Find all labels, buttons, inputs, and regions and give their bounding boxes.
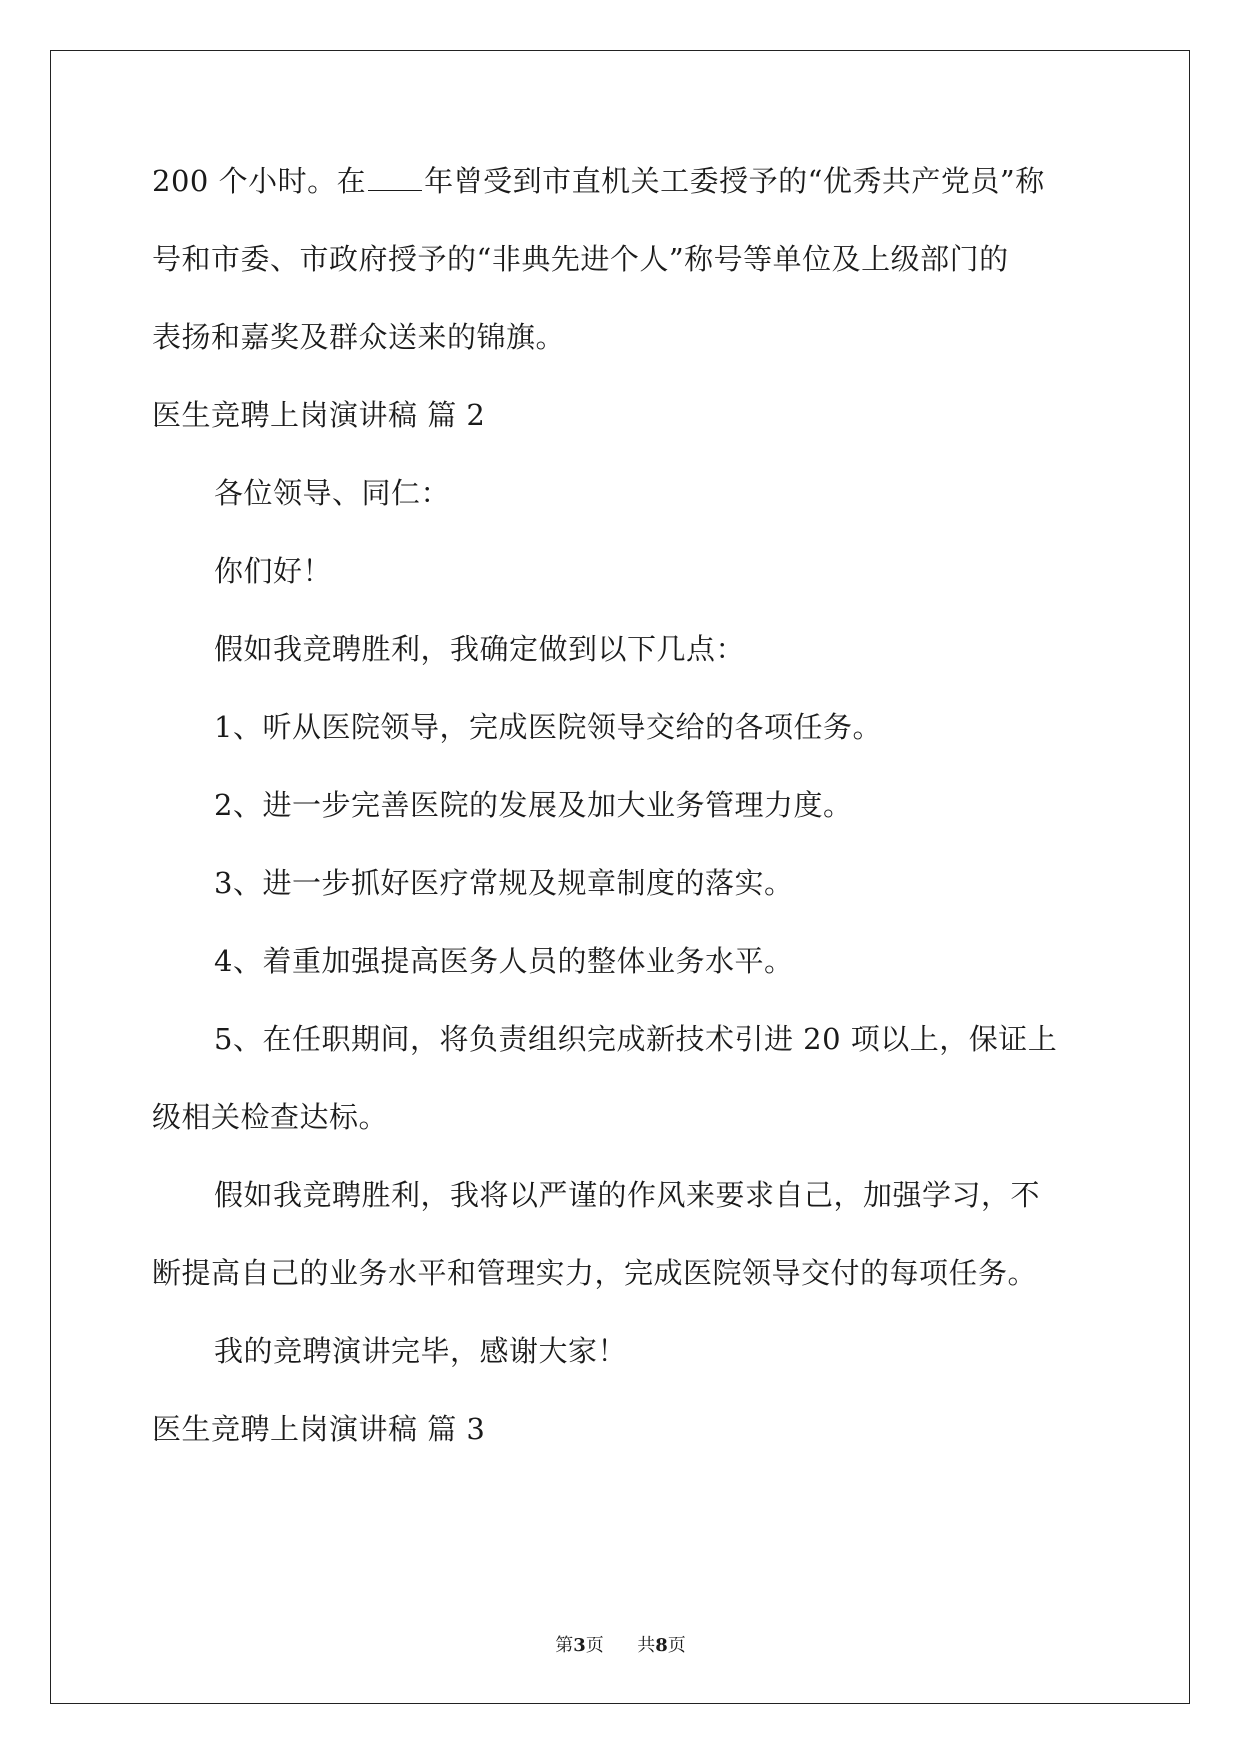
document-body [152,162,1092,1448]
total-label-prefix: 共 [637,1635,656,1656]
list-item-continuation: 级相关检查达标。 [152,1100,389,1134]
paragraph-line: 断提高自己的业务水平和管理实力，完成医院领导交付的每项任务。 [152,1256,1038,1290]
greeting: 各位领导、同仁： [214,476,451,510]
total-label-suffix: 页 [667,1635,686,1656]
paragraph-line: 假如我竞聘胜利，我将以严谨的作风来要求自己，加强学习，不 [214,1178,1041,1212]
text-segment: 200 个小时。在 [152,164,367,198]
list-item: 1、听从医院领导，完成医院领导交给的各项任务。 [214,710,882,744]
list-item: 4、着重加强提高医务人员的整体业务水平。 [214,944,794,978]
paragraph-line [152,162,1092,200]
paragraph-line: 号和市委、市政府授予的“非典先进个人”称号等单位及上级部门的 [152,242,1009,276]
page-total: 8 [655,1635,668,1656]
intro-line: 假如我竞聘胜利，我确定做到以下几点： [214,632,746,666]
page-label-prefix: 第 [555,1635,574,1656]
page-label-suffix: 页 [585,1635,604,1656]
page-current: 3 [573,1635,586,1656]
list-item: 3、进一步抓好医疗常规及规章制度的落实。 [214,866,794,900]
page-footer [0,1635,1241,1657]
list-item: 5、在任职期间，将负责组织完成新技术引进 20 项以上，保证上 [214,1022,1058,1056]
section-heading: 医生竞聘上岗演讲稿 篇 3 [152,1412,486,1446]
text-segment: 年曾受到市直机关工委授予的“优秀共产党员”称 [424,164,1045,198]
section-heading: 医生竞聘上岗演讲稿 篇 2 [152,398,486,432]
fill-in-blank [368,164,422,191]
salutation: 你们好！ [214,554,333,588]
thanks-line: 我的竞聘演讲完毕，感谢大家！ [214,1334,628,1368]
list-item: 2、进一步完善医院的发展及加大业务管理力度。 [214,788,853,822]
paragraph-line: 表扬和嘉奖及群众送来的锦旗。 [152,320,566,354]
